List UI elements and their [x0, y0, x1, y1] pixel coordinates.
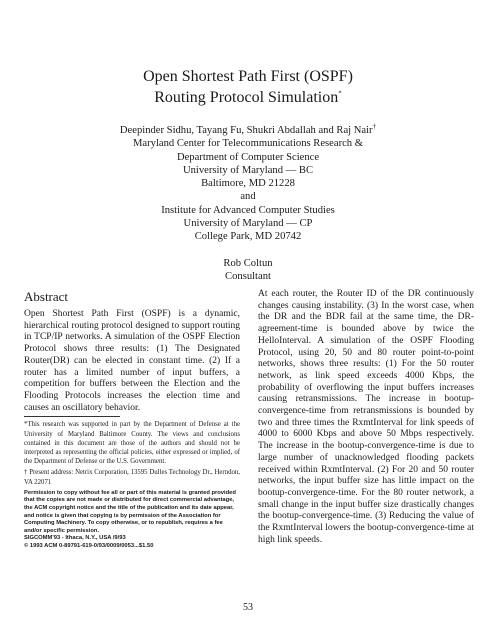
affiliation-and: and — [240, 191, 256, 203]
affiliation-line: Department of Computer Science — [176, 151, 320, 163]
title-line-1: Open Shortest Path First (OSPF) — [143, 68, 353, 85]
affiliation-line: Institute for Advanced Computer Studies — [161, 204, 335, 216]
footnote-rule — [24, 416, 120, 418]
affiliation-line: Maryland Center for Telecommunications Research & — [133, 138, 363, 150]
affiliation-line: University of Maryland — BC — [182, 164, 314, 176]
page-number: 53 — [243, 602, 253, 613]
abstract-heading: Abstract — [24, 289, 69, 304]
affiliation-line: Baltimore, MD 21228 — [201, 178, 295, 190]
title-line-2 — [0, 87, 496, 108]
consultant-block — [0, 257, 496, 284]
right-column — [258, 289, 474, 546]
author-footnote-marker: † — [372, 122, 377, 131]
author-names-text: Deepinder Sidhu, Tayang Fu, Shukri Abdallah and Raj Nair — [119, 125, 373, 136]
title-footnote-marker: * — [338, 89, 342, 98]
affiliation-line: University of Maryland — CP — [183, 218, 313, 230]
author-block — [0, 124, 496, 244]
affiliation-line: College Park, MD 20742 — [194, 231, 302, 243]
footnote-research-support: *This research was supported in part by the Department of Defense at the University of Maryland Baltimore County. The views and conclusions contained in this document are those of the authors and should not be interpreted as representing the official policies, either expressed or implied, of the Department of Defense or the U.S. Government. — [24, 421, 240, 466]
copyright-permission: Permission to copy without fee all or part of this material is granted provided that the copies are not made or distributed for direct commercial advantage, the ACM copyright notice and the title of the publication and its date appear, and notice is given that copying is by permission of the Association for Computing Machinery. To copy otherwise, or to republish, requires a fee and/or specific permission. — [24, 489, 236, 534]
consultant-role: Consultant — [225, 271, 271, 283]
footnote-present-address: † Present address: Netrix Corporation, 13595 Dulles Technology Dr., Herndon, VA 22071 — [24, 469, 240, 486]
title-line-2-text: Routing Protocol Simulation — [154, 89, 339, 106]
paper-title — [0, 66, 496, 108]
copyright-notice: © 1993 ACM 0-89791-619-0/93/0009/0053...$1.50 — [24, 542, 154, 549]
consultant-name: Rob Coltun — [223, 258, 273, 269]
left-column — [24, 289, 240, 551]
author-names — [0, 124, 496, 137]
abstract-text-left: Open Shortest Path First (OSPF) is a dynamic, hierarchical routing protocol designed to support routing in TCP/IP networks. A simulation of the OSPF Election Protocol shows three results: (1) The Designated Router(DR) can be elected in constant time. (2) If a router has a limited number of input buffers, a competition for buffers between the Election and the Flooding Protocols increases the election time and causes an oscillatory behavior. — [24, 309, 240, 413]
abstract-text-right: At each router, the Router ID of the DR continuously changes causing instability. (3) In the worst case, when the DR and the BDR fail at the same time, the DR-agreement-time is bounded above by twice the HelloInterval. A simulation of the OSPF Flooding Protocol, using 20, 50 and 80 router point-to-point networks, shows three results: (1) For the 50 router network, as link speed exceeds 4000 Kbps, the probability of overflowing the input buffers increases causing retransmissions. The increase in bootup-convergence-time from retransmissions is bounded by two and three times the RxmtInterval for link speeds of 4000 to 6000 Kbps and above 50 Mbps respectively. The increase in the bootup-convergence-time is due to large number of unacknowledged flooding packets received within RxmtInterval. (2) For 20 and 50 router networks, the input buffer size has little impact on the bootup-convergence-time. For the 80 router network, a small change in the input buffer size drastically changes the bootup-convergence-time. (3) Reducing the value of the RxmtInterval lowers the bootup-convergence-time at high link speeds. — [258, 289, 474, 545]
conference-info: SIGCOMM'93 - Ithaca, N.Y., USA /9/93 — [24, 535, 126, 542]
